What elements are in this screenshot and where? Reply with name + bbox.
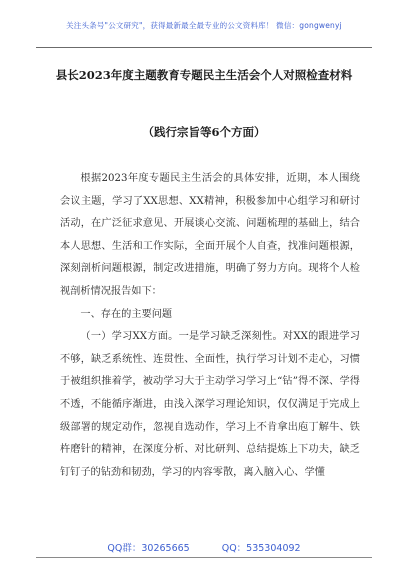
document-subtitle: （践行宗旨等6个方面） (142, 125, 266, 139)
footer-qq: QQ：535304092 (221, 543, 301, 554)
header-note: 关注头条号"公文研究"，获得最新最全最专业的公文资料库！ 微信：gongwenyj (66, 21, 342, 30)
header-divider (36, 47, 372, 48)
footer (0, 540, 408, 554)
document-body (60, 168, 360, 484)
footer-qq-group: QQ群：30265665 (107, 543, 190, 554)
document-title: 县长2023年度主题教育专题民主生活会个人对照检查材料 (55, 68, 353, 82)
section-paragraph: （一）学习XX方面。一是学习缺乏深刻性。对XX的跟进学习不够，缺乏系统性、连贯性、全面性，执行学习计划不走心，习惯于被组织推着学，被动学习大于主动学习学习上“钻”得不深、学得不透，不能循序渐进，由浅入深学习理论知识，仅仅满足于完成上级部署的规定动作，忽视自选动作，学习上不肯拿出庖丁解牛、铁杵磨针的精神，在深度分析、对比研判、总结提炼上下功夫，缺乏钉钉子的钻劲和韧劲，学习的内容零散，离入脑入心、学懂 (60, 331, 360, 478)
footer-divider (36, 557, 372, 558)
section-heading: 一、存在的主要问题 (80, 308, 173, 320)
intro-paragraph: 根据2023年度专题民主生活会的具体安排，近期，本人围绕会议主题，学习了XX思想、XX精神，积极参加中心组学习和研讨活动，在广泛征求意见、开展谈心交流、问题梳理的基础上，结合本人思想、生活和工作实际，全面开展个人自查，找准问题根源，深刻剖析问题根源，制定改进措施，明确了努力方向。现将个人检视剖析情况报告如下： (60, 173, 360, 297)
